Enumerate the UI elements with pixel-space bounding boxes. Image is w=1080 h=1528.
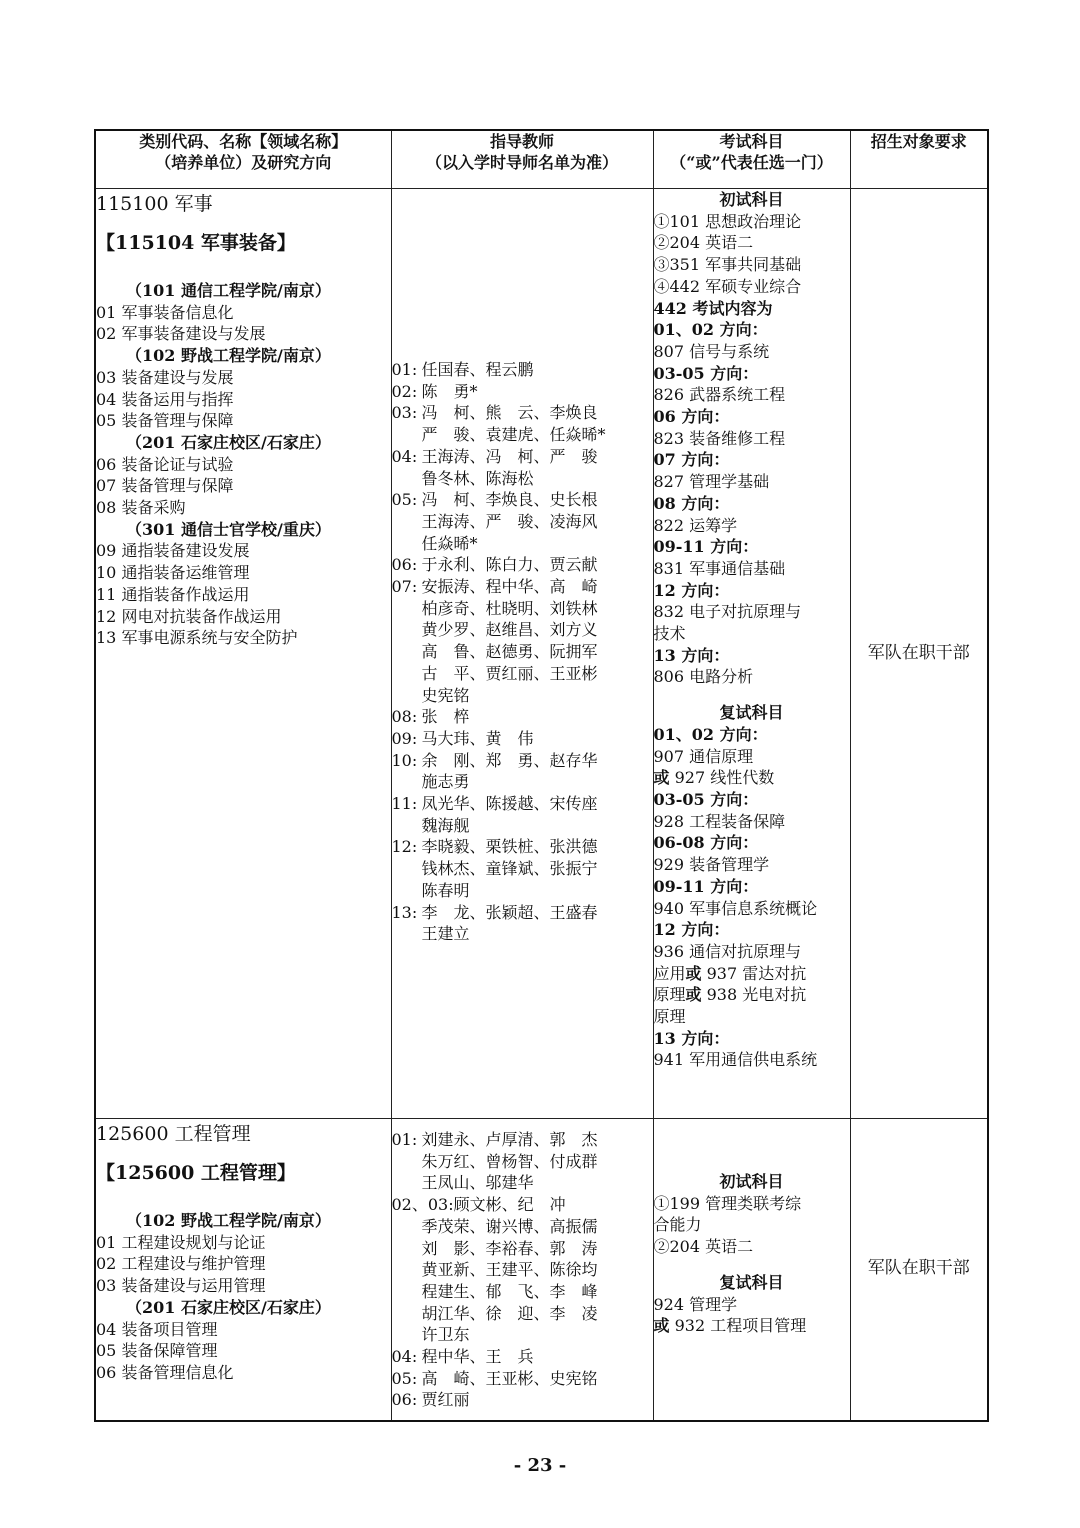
direction-number: 03: xyxy=(391,403,418,423)
exam-subject: 823 装备维修工程 xyxy=(653,428,786,448)
exam-section-title: 初试科目 xyxy=(719,1172,784,1191)
supervisor-names: 陈春明 xyxy=(421,880,470,900)
table-header-row xyxy=(95,130,988,189)
exam-subject xyxy=(654,767,850,789)
supervisor-line xyxy=(392,446,653,468)
research-direction: 12 网电对抗装备作战运用 xyxy=(96,606,282,626)
exams-cell xyxy=(653,1119,850,1421)
supervisor-names: 于永利、陈白力、贾云献 xyxy=(421,555,598,575)
exam-subject: ①101 思想政治理论 xyxy=(653,211,802,231)
exam-subject: 924 管理学 xyxy=(653,1294,738,1314)
exam-section-title: 复试科目 xyxy=(719,703,784,723)
supervisor-line xyxy=(392,1324,653,1346)
exam-subject: 806 电路分析 xyxy=(653,667,754,687)
direction-number: 01: xyxy=(391,1130,418,1149)
supervisor-line xyxy=(392,1303,653,1325)
field-name: 【115104 军事装备】 xyxy=(96,232,296,254)
table-row xyxy=(95,189,988,1119)
direction-number: 02: xyxy=(391,381,418,401)
direction-number: 07: xyxy=(391,577,418,597)
supervisor-line xyxy=(392,902,653,924)
direction-list xyxy=(96,280,391,649)
spacer xyxy=(654,1258,850,1272)
supervisor-names: 李晓毅、栗铁桩、张洪德 xyxy=(421,837,598,857)
exam-subject: 929 装备管理学 xyxy=(653,855,770,875)
supervisor-names: 贾红丽 xyxy=(421,1390,470,1410)
supervisor-names: 安振涛、程中华、高 崎 xyxy=(421,577,598,597)
supervisor-line xyxy=(392,1151,653,1173)
supervisor-names: 程中华、王 兵 xyxy=(421,1347,534,1367)
exam-subject: ①199 管理类联考综 xyxy=(653,1193,802,1213)
page-number: - 23 - xyxy=(513,1455,567,1476)
supervisor-line xyxy=(392,685,653,707)
supervisor-names: 季茂荣、谢兴博、高振儒 xyxy=(421,1216,598,1236)
research-direction: 03 装备建设与发展 xyxy=(96,367,234,387)
supervisor-line xyxy=(392,641,653,663)
supervisor-line xyxy=(392,1216,653,1238)
header-supervisors: 指导教师 （以入学时导师名单为准） xyxy=(391,130,653,189)
exam-direction-label: 06-08 方向： xyxy=(653,833,759,853)
exam-direction-label: 442 考试内容为 xyxy=(653,298,773,318)
supervisor-line xyxy=(392,576,653,598)
supervisor-line xyxy=(392,468,653,490)
exam-subject: 807 信号与系统 xyxy=(653,341,770,361)
header-exams: 考试科目 （“或”代表任选一门） xyxy=(653,130,850,189)
header-category: 类别代码、名称【领域名称】 （培养单位）及研究方向 xyxy=(95,130,391,189)
supervisor-names: 严 骏、袁建虎、任焱晞* xyxy=(421,425,606,445)
requirement-cell xyxy=(850,189,988,1119)
supervisor-list xyxy=(392,189,653,945)
research-direction: 06 装备论证与试验 xyxy=(96,454,234,474)
direction-number: 13: xyxy=(391,902,418,922)
supervisor-names: 马大玮、黄 伟 xyxy=(421,728,534,748)
exam-subject: 822 运筹学 xyxy=(653,515,738,535)
supervisor-names: 魏海舰 xyxy=(421,815,470,835)
research-direction: 04 装备运用与指挥 xyxy=(96,389,234,409)
exam-subject: 827 管理学基础 xyxy=(653,472,770,492)
supervisor-line xyxy=(392,706,653,728)
supervisor-line xyxy=(392,750,653,772)
supervisor-names: 余 刚、郑 勇、赵存华 xyxy=(421,750,598,770)
supervisor-names: 王海涛、冯 柯、严 骏 xyxy=(421,446,598,466)
supervisor-line xyxy=(392,1281,653,1303)
exam-subject: 941 军用通信供电系统 xyxy=(653,1050,818,1070)
direction-number: 08: xyxy=(391,707,418,727)
training-unit: （101 通信工程学院/南京） xyxy=(126,281,331,300)
exam-subject: 826 武器系统工程 xyxy=(653,385,786,405)
exam-direction-label: 07 方向： xyxy=(653,450,730,470)
supervisor-names: 李 龙、张颖超、王盛春 xyxy=(421,902,598,922)
training-unit: （201 石家庄校区/石家庄） xyxy=(126,432,331,452)
supervisor-line xyxy=(392,402,653,424)
or-word: 或 xyxy=(685,985,702,1005)
supervisors-cell xyxy=(391,1119,653,1421)
direction-number: 12: xyxy=(391,837,418,857)
research-direction: 04 装备项目管理 xyxy=(96,1319,218,1339)
or-word: 或 xyxy=(653,1316,670,1336)
supervisor-line xyxy=(392,858,653,880)
supervisor-line xyxy=(392,1389,653,1411)
research-direction: 10 通指装备运维管理 xyxy=(96,563,250,583)
supervisor-names: 王凤山、邬建华 xyxy=(421,1173,534,1193)
exam-direction-label: 01、02 方向： xyxy=(653,724,768,744)
exam-subject-text: 927 线性代数 xyxy=(669,768,775,788)
exam-subject: ②204 英语二 xyxy=(653,233,754,253)
supervisor-line xyxy=(392,836,653,858)
exam-subject: 技术 xyxy=(653,624,686,644)
supervisor-line xyxy=(392,381,653,403)
supervisor-names: 凤光华、陈援越、宋传座 xyxy=(421,794,598,814)
supervisor-names: 刘 影、李裕春、郭 涛 xyxy=(421,1238,598,1258)
supervisor-line xyxy=(392,793,653,815)
supervisor-names: 史宪铭 xyxy=(421,685,470,705)
supervisor-line xyxy=(392,815,653,837)
supervisor-line xyxy=(392,1172,653,1194)
supervisor-names: 胡江华、徐 迎、李 凌 xyxy=(421,1303,598,1323)
category-cell xyxy=(95,1119,391,1421)
supervisor-names: 王海涛、严 骏、凌海风 xyxy=(421,511,598,531)
exam-direction-label: 01、02 方向： xyxy=(653,320,768,340)
supervisor-names: 许卫东 xyxy=(421,1325,470,1345)
supervisor-list xyxy=(392,1119,653,1411)
supervisor-line xyxy=(392,663,653,685)
exam-subject-text: 应用 xyxy=(653,963,686,983)
exam-direction-label: 08 方向： xyxy=(653,493,730,513)
training-unit: （102 野战工程学院/南京） xyxy=(126,346,331,366)
supervisor-names: 任焱晞* xyxy=(421,533,478,553)
training-unit: （201 石家庄校区/石家庄） xyxy=(126,1297,331,1317)
exam-subject-text: 937 雷达对抗 xyxy=(701,963,807,983)
supervisor-names: 黄少罗、赵维昌、刘方义 xyxy=(421,620,598,640)
training-unit: （301 通信士官学校/重庆） xyxy=(126,519,331,539)
exam-subject: ③351 军事共同基础 xyxy=(653,255,802,275)
direction-number: 05: xyxy=(391,1368,418,1388)
exam-subject: 831 军事通信基础 xyxy=(653,558,786,578)
exam-direction-label: 09-11 方向： xyxy=(653,537,759,557)
header-requirement: 招生对象要求 xyxy=(850,130,988,189)
direction-number: 06: xyxy=(391,1390,418,1410)
supervisor-line xyxy=(392,923,653,945)
exam-subject: 936 通信对抗原理与 xyxy=(653,941,802,961)
supervisor-line xyxy=(392,1346,653,1368)
field-name: 【125600 工程管理】 xyxy=(96,1162,296,1184)
supervisor-line xyxy=(392,1194,653,1216)
direction-number: 11: xyxy=(391,794,418,814)
exam-subject: ④442 军硕专业综合 xyxy=(653,276,802,296)
supervisor-names: 王建立 xyxy=(421,924,470,944)
exam-direction-label: 13 方向： xyxy=(653,645,730,665)
research-direction: 01 工程建设规划与论证 xyxy=(96,1232,266,1252)
supervisor-names: 施志勇 xyxy=(421,772,470,792)
supervisor-names: 任国春、程云鹏 xyxy=(421,360,534,379)
supervisor-line xyxy=(392,1368,653,1390)
exam-subject xyxy=(654,1315,850,1337)
direction-number: 04: xyxy=(391,1347,418,1367)
exam-subject-text: 原理 xyxy=(653,985,686,1005)
supervisor-line xyxy=(392,1238,653,1260)
exam-subject-text: 938 光电对抗 xyxy=(701,985,807,1005)
supervisor-line xyxy=(392,1129,653,1151)
supervisor-names: 刘建永、卢厚清、郭 杰 xyxy=(421,1130,598,1149)
supervisor-line xyxy=(392,424,653,446)
or-word: 或 xyxy=(653,768,670,788)
supervisor-names: 程建生、郁 飞、李 峰 xyxy=(421,1281,598,1301)
supervisor-line xyxy=(392,880,653,902)
requirement-text: 军队在职干部 xyxy=(867,1258,970,1279)
exams-cell xyxy=(653,189,850,1119)
research-direction: 06 装备管理信息化 xyxy=(96,1362,234,1382)
supervisor-line xyxy=(392,598,653,620)
exam-list xyxy=(654,189,850,1071)
training-unit: （102 野战工程学院/南京） xyxy=(126,1211,331,1230)
supervisor-names: 柏彦奇、杜晓明、刘铁林 xyxy=(421,598,598,618)
direction-number: 01: xyxy=(391,360,418,379)
exam-direction-label: 12 方向： xyxy=(653,920,730,940)
exam-direction-label: 13 方向： xyxy=(653,1028,730,1048)
exam-list xyxy=(654,1171,850,1337)
exam-direction-label: 03-05 方向： xyxy=(653,789,759,809)
research-direction: 05 装备保障管理 xyxy=(96,1341,218,1361)
requirement-cell xyxy=(850,1119,988,1421)
direction-number: 10: xyxy=(391,750,418,770)
exam-subject: 合能力 xyxy=(653,1215,702,1235)
research-direction: 11 通指装备作战运用 xyxy=(96,584,250,604)
category-code: 125600 工程管理 xyxy=(96,1123,251,1145)
table-row xyxy=(95,1119,988,1421)
exam-direction-label: 03-05 方向： xyxy=(653,363,759,383)
supervisor-names: 顾文彬、纪 冲 xyxy=(453,1195,566,1215)
exam-subject-text: 932 工程项目管理 xyxy=(669,1316,807,1336)
exam-subject: 907 通信原理 xyxy=(653,746,754,766)
direction-number: 05: xyxy=(391,490,418,510)
supervisor-line xyxy=(392,533,653,555)
exam-subject xyxy=(654,963,850,985)
supervisor-line xyxy=(392,771,653,793)
supervisor-names: 黄亚新、王建平、陈徐均 xyxy=(421,1260,598,1280)
category-cell xyxy=(95,189,391,1119)
supervisor-names: 鲁冬林、陈海松 xyxy=(421,468,534,488)
supervisor-names: 张 椊 xyxy=(421,707,470,727)
research-direction: 01 军事装备信息化 xyxy=(96,302,234,322)
supervisor-line xyxy=(392,1259,653,1281)
exam-section-title: 初试科目 xyxy=(719,190,784,209)
direction-number: 09: xyxy=(391,728,418,748)
or-word: 或 xyxy=(685,963,702,983)
exam-subject: ②204 英语二 xyxy=(653,1237,754,1257)
exam-direction-label: 09-11 方向： xyxy=(653,876,759,896)
exam-subject: 832 电子对抗原理与 xyxy=(653,602,802,622)
exam-subject: 原理 xyxy=(653,1007,686,1027)
supervisor-line xyxy=(392,728,653,750)
supervisor-names: 冯 柯、李焕良、史长根 xyxy=(421,490,598,510)
supervisor-names: 朱万红、曾杨智、付成群 xyxy=(421,1151,598,1171)
supervisor-names: 冯 柯、熊 云、李焕良 xyxy=(421,403,598,423)
category-code: 115100 军事 xyxy=(96,193,213,215)
supervisor-line xyxy=(392,619,653,641)
supervisor-names: 古 平、贾红丽、王亚彬 xyxy=(421,663,598,683)
supervisor-names: 高 鲁、赵德勇、阮拥军 xyxy=(421,642,598,662)
supervisor-names: 高 崎、王亚彬、史宪铭 xyxy=(421,1368,598,1388)
supervisor-line xyxy=(392,511,653,533)
exam-direction-label: 12 方向： xyxy=(653,580,730,600)
supervisor-line xyxy=(392,359,653,381)
exam-section-title: 复试科目 xyxy=(719,1272,784,1292)
supervisor-names: 钱林杰、童锋斌、张振宁 xyxy=(421,859,598,879)
research-direction: 02 军事装备建设与发展 xyxy=(96,324,266,344)
supervisors-cell xyxy=(391,189,653,1119)
research-direction: 09 通指装备建设发展 xyxy=(96,541,250,561)
exam-direction-label: 06 方向： xyxy=(653,407,730,427)
exam-subject: 940 军事信息系统概论 xyxy=(653,898,818,918)
supervisor-names: 陈 勇* xyxy=(421,381,478,401)
research-direction: 02 工程建设与维护管理 xyxy=(96,1254,266,1274)
direction-number: 04: xyxy=(391,446,418,466)
research-direction: 05 装备管理与保障 xyxy=(96,411,234,431)
direction-list xyxy=(96,1210,391,1384)
research-direction: 08 装备采购 xyxy=(96,498,186,518)
direction-number: 06: xyxy=(391,555,418,575)
exam-subject xyxy=(654,984,850,1006)
research-direction: 07 装备管理与保障 xyxy=(96,476,234,496)
supervisor-line xyxy=(392,489,653,511)
admissions-table xyxy=(94,129,989,1422)
supervisor-line xyxy=(392,554,653,576)
exam-subject: 928 工程装备保障 xyxy=(653,811,786,831)
research-direction: 13 军事电源系统与安全防护 xyxy=(96,628,298,648)
direction-number: 02、03: xyxy=(391,1195,454,1215)
research-direction: 03 装备建设与运用管理 xyxy=(96,1276,266,1296)
requirement-text: 军队在职干部 xyxy=(867,642,970,663)
spacer xyxy=(654,688,850,702)
